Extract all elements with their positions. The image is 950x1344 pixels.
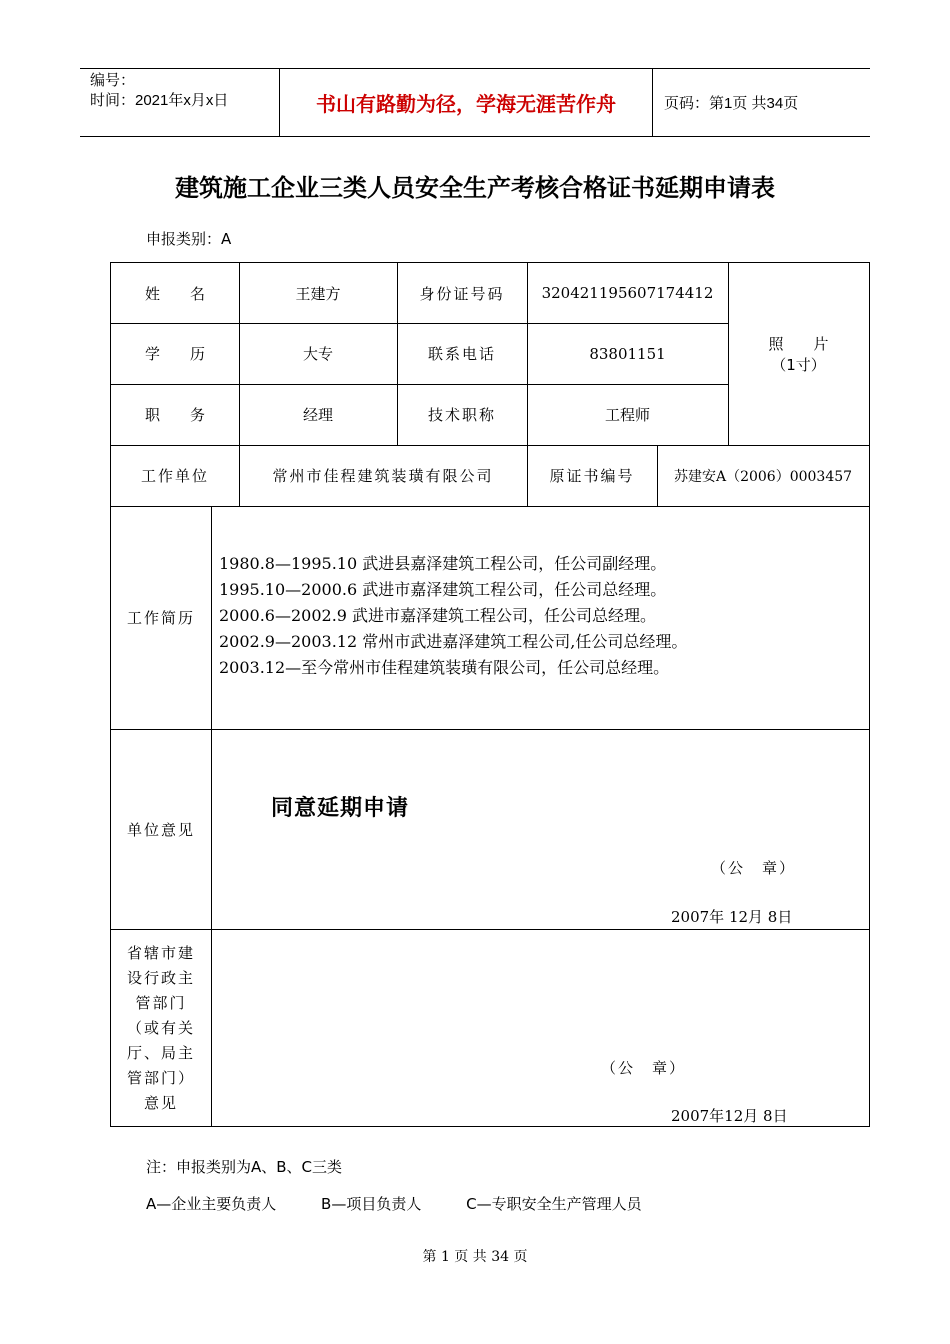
document-header: [80, 68, 870, 137]
application-form-table: [110, 262, 870, 1127]
phone-value: 83801151: [589, 344, 666, 363]
certificate-value: 苏建安A（2006）0003457: [673, 468, 853, 485]
name-value: 王建方: [295, 284, 341, 303]
unit-opinion-text: 同意延期申请: [271, 796, 410, 821]
dept-opinion-date: 2007年12月 8日: [671, 1107, 788, 1125]
technical-title-label: 技术职称: [427, 406, 496, 424]
dept-opinion-label: 省辖市建 设行政主 管部门 （或有关 厅、局主 管部门） 意见: [126, 943, 195, 1112]
technical-title-value: 工程师: [604, 406, 650, 424]
experience-item: 1995.10—2000.6 武进市嘉泽建筑工程公司，任公司总经理。: [219, 580, 667, 599]
name-label: 姓 名: [144, 284, 205, 303]
note-category-c: C—专职安全生产管理人员: [466, 1195, 642, 1213]
position-label: 职 务: [144, 406, 205, 424]
employer-label: 工作单位: [140, 467, 209, 485]
employer-value: 常州市佳程建筑装璜有限公司: [272, 467, 494, 485]
note-category-a: A—企业主要负责人: [146, 1195, 277, 1213]
code-label: 编号：: [90, 72, 136, 89]
experience-item: 1980.8—1995.10 武进县嘉泽建筑工程公司，任公司副经理。: [219, 554, 667, 573]
photo-size: （1寸）: [771, 356, 826, 374]
page-footer: 第 1 页 共 34 页: [422, 1249, 528, 1265]
note-categories: 注：申报类别为A、B、C三类: [146, 1158, 343, 1176]
photo-label: 照 片: [768, 335, 829, 353]
education-value: 大专: [302, 345, 333, 363]
experience-item: 2000.6—2002.9 武进市嘉泽建筑工程公司，任公司总经理。: [219, 606, 657, 625]
experience-list: [219, 551, 687, 681]
unit-seal-label: （公 章）: [711, 859, 797, 877]
unit-opinion-date: 2007年 12月 8日: [671, 908, 793, 926]
header-motto: 书山有路勤为径，学海无涯苦作舟: [280, 69, 653, 136]
position-value: 经理: [302, 406, 333, 424]
photo-placeholder: [728, 263, 869, 445]
header-meta: [80, 69, 280, 136]
unit-opinion-label: 单位意见: [126, 820, 195, 839]
id-label: 身份证号码: [419, 284, 505, 303]
id-value: 320421195607174412: [541, 284, 714, 302]
phone-label: 联系电话: [427, 345, 496, 363]
page-title: 建筑施工企业三类人员安全生产考核合格证书延期申请表: [175, 174, 775, 202]
education-label: 学 历: [144, 345, 205, 363]
header-page-label: 页码：第1页 共34页: [664, 95, 799, 112]
category-label: 申报类别：A: [146, 230, 232, 248]
note-category-b: B—项目负责人: [321, 1195, 422, 1213]
time-label: 时间：2021年x月x日: [90, 92, 229, 109]
experience-label: 工作简历: [126, 609, 195, 627]
note-category-list: [146, 1193, 682, 1214]
dept-seal-label: （公 章）: [601, 1059, 687, 1077]
certificate-label: 原证书编号: [549, 467, 635, 485]
experience-item: 2002.9—2003.12 常州市武进嘉泽建筑工程公司,任公司总经理。: [219, 632, 688, 651]
experience-item: 2003.12—至今常州市佳程建筑装璜有限公司，任公司总经理。: [219, 658, 670, 677]
